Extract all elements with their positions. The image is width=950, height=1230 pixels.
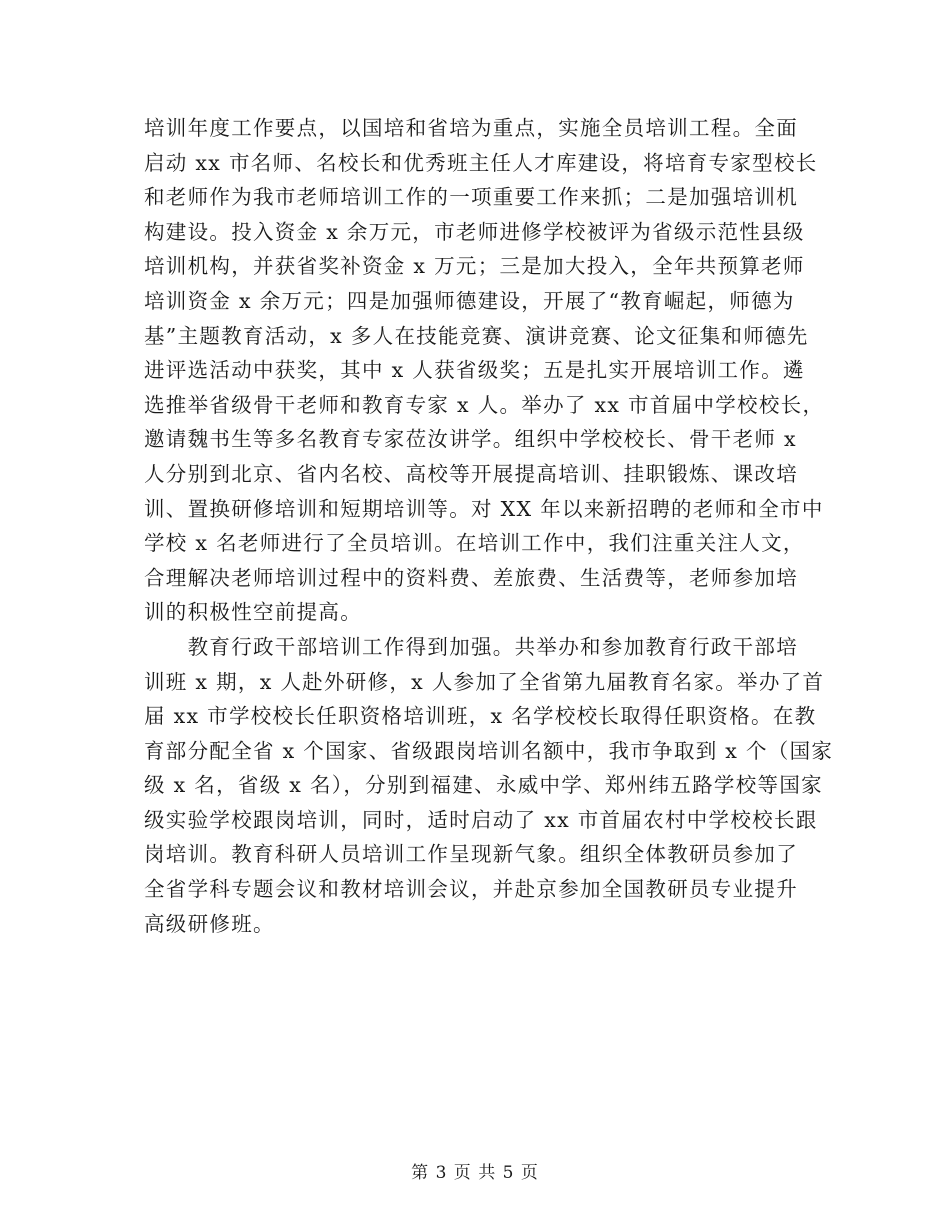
text-line: 人分别到北京、省内名校、高校等开展提高培训、挂职锻炼、课改培 bbox=[144, 461, 798, 486]
text-line: 岗培训。教育科研人员培训工作呈现新气象。组织全体教研员参加了 bbox=[144, 842, 798, 867]
text-line: 学校 x 名老师进行了全员培训。在培训工作中，我们注重关注人文， bbox=[144, 531, 805, 556]
text-line: 培训资金 x 余万元；四是加强师德建设，开展了“教育崛起，师德为 bbox=[144, 288, 795, 313]
text-line: 和老师作为我市老师培训工作的一项重要工作来抓；二是加强培训机 bbox=[144, 185, 798, 210]
text-line: 届 xx 市学校校长任职资格培训班，x 名学校校长取得任职资格。在教 bbox=[144, 704, 817, 729]
text-line: 训的积极性空前提高。 bbox=[144, 600, 362, 625]
text-line: 级实验学校跟岗培训，同时，适时启动了 xx 市首届农村中学校校长跟 bbox=[144, 807, 818, 832]
text-line: 培训机构，并获省奖补资金 x 万元；三是加大投入，全年共预算老师 bbox=[144, 254, 805, 279]
text-line: 育部分配全省 x 个国家、省级跟岗培训名额中，我市争取到 x 个（国家 bbox=[144, 738, 834, 763]
text-line: 基”主题教育活动，x 多人在技能竞赛、演讲竞赛、论文征集和师德先 bbox=[144, 323, 809, 348]
text-line: 进评选活动中获奖，其中 x 人获省级奖；五是扎实开展培训工作。遴 bbox=[144, 358, 805, 383]
text-line: 邀请魏书生等多名教育专家莅汝讲学。组织中学校校长、骨干老师 x bbox=[144, 427, 797, 452]
text-line: 训班 x 期，x 人赴外研修，x 人参加了全省第九届教育名家。举办了首 bbox=[144, 669, 825, 694]
text-line: 培训年度工作要点，以国培和省培为重点，实施全员培训工程。全面 bbox=[144, 116, 798, 140]
text-line: 构建设。投入资金 x 余万元，市老师进修学校被评为省级示范性县级 bbox=[144, 219, 805, 244]
text-line: 训、置换研修培训和短期培训等。对 XX 年以来新招聘的老师和全市中 bbox=[144, 496, 824, 521]
text-line: 启动 xx 市名师、名校长和优秀班主任人才库建设，将培育专家型校长 bbox=[144, 150, 818, 175]
page-number-footer: 第 3 页 共 5 页 bbox=[411, 1163, 539, 1183]
text-line: 选推举省级骨干老师和教育专家 x 人。举办了 xx 市首届中学校校长， bbox=[144, 392, 825, 417]
text-line: 全省学科专题会议和教材培训会议，并赴京参加全国教研员专业提升 bbox=[144, 877, 798, 902]
body-text bbox=[144, 111, 834, 941]
text-line: 合理解决老师培训过程中的资料费、差旅费、生活费等，老师参加培 bbox=[144, 565, 798, 590]
text-line: 级 x 名，省级 x 名），分别到福建、永威中学、郑州纬五路学校等国家 bbox=[144, 773, 823, 798]
text-line: 高级研修班。 bbox=[144, 911, 275, 936]
text-line: 教育行政干部培训工作得到加强。共举办和参加教育行政干部培 bbox=[144, 634, 798, 659]
